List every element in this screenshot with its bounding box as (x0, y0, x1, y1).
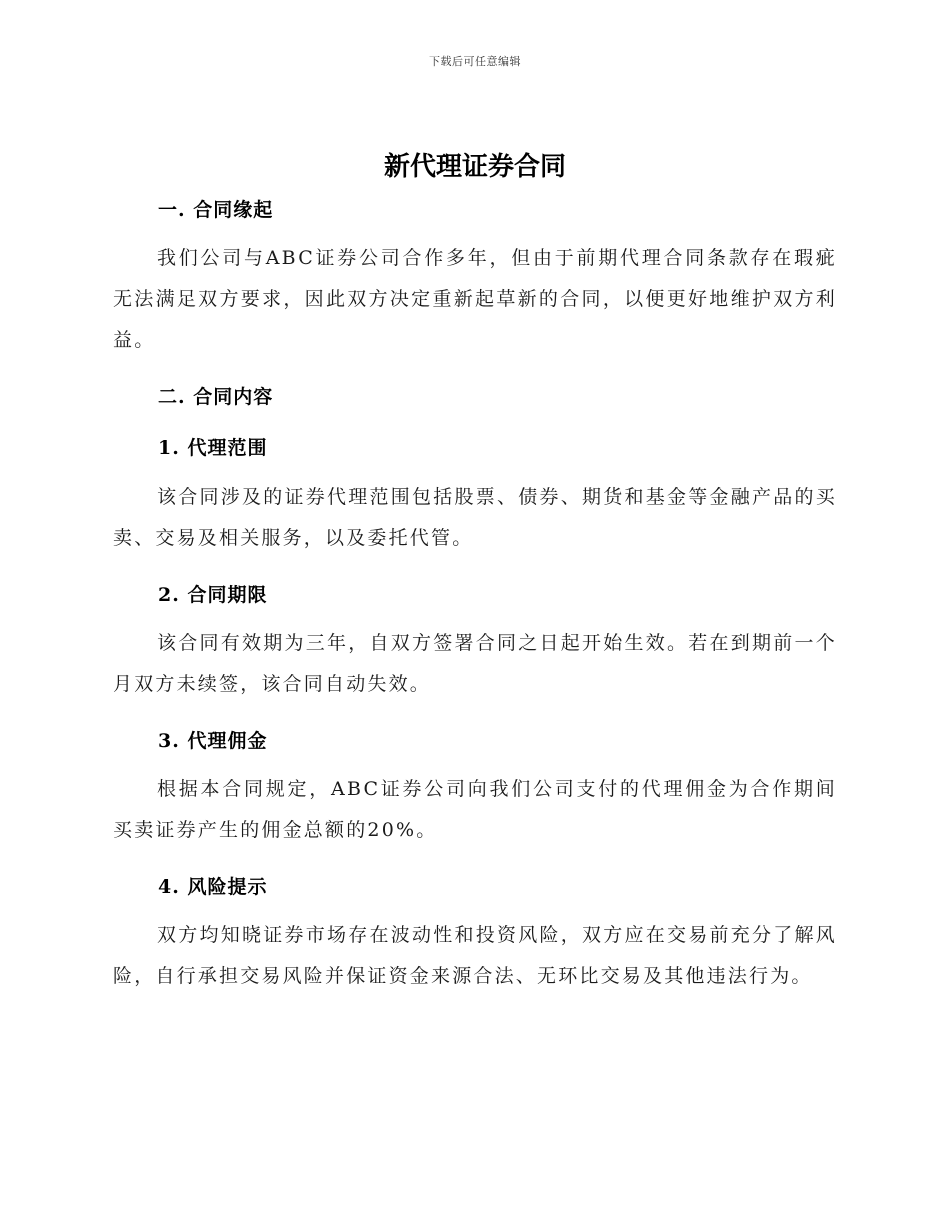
section-body-term: 该合同有效期为三年，自双方签署合同之日起开始生效。若在到期前一个月双方未续签，该合同自动失效。 (113, 632, 837, 695)
section-heading-scope: 1. 代理范围 (158, 437, 268, 459)
section-body-origin: 我们公司与ABC证券公司合作多年，但由于前期代理合同条款存在瑕疵无法满足双方要求，因此双方决定重新起草新的合同，以便更好地维护双方利益。 (113, 247, 837, 351)
document-title: 新代理证券合同 (383, 152, 566, 182)
section-heading-origin: 一. 合同缘起 (158, 199, 274, 221)
section-body-commission: 根据本合同规定，ABC证券公司向我们公司支付的代理佣金为合作期间买卖证券产生的佣金总额的20%。 (113, 778, 837, 841)
section-body-scope: 该合同涉及的证券代理范围包括股票、债券、期货和基金等金融产品的买卖、交易及相关服务，以及委托代管。 (113, 486, 837, 549)
section-body-risk: 双方均知晓证券市场存在波动性和投资风险，双方应在交易前充分了解风险，自行承担交易风险并保证资金来源合法、无环比交易及其他违法行为。 (113, 924, 837, 987)
section-heading-content: 二. 合同内容 (158, 386, 274, 408)
page-header-note: 下载后可任意编辑 (429, 55, 521, 68)
section-heading-term: 2. 合同期限 (158, 584, 268, 606)
section-heading-risk: 4. 风险提示 (158, 876, 268, 898)
section-heading-commission: 3. 代理佣金 (158, 730, 268, 752)
